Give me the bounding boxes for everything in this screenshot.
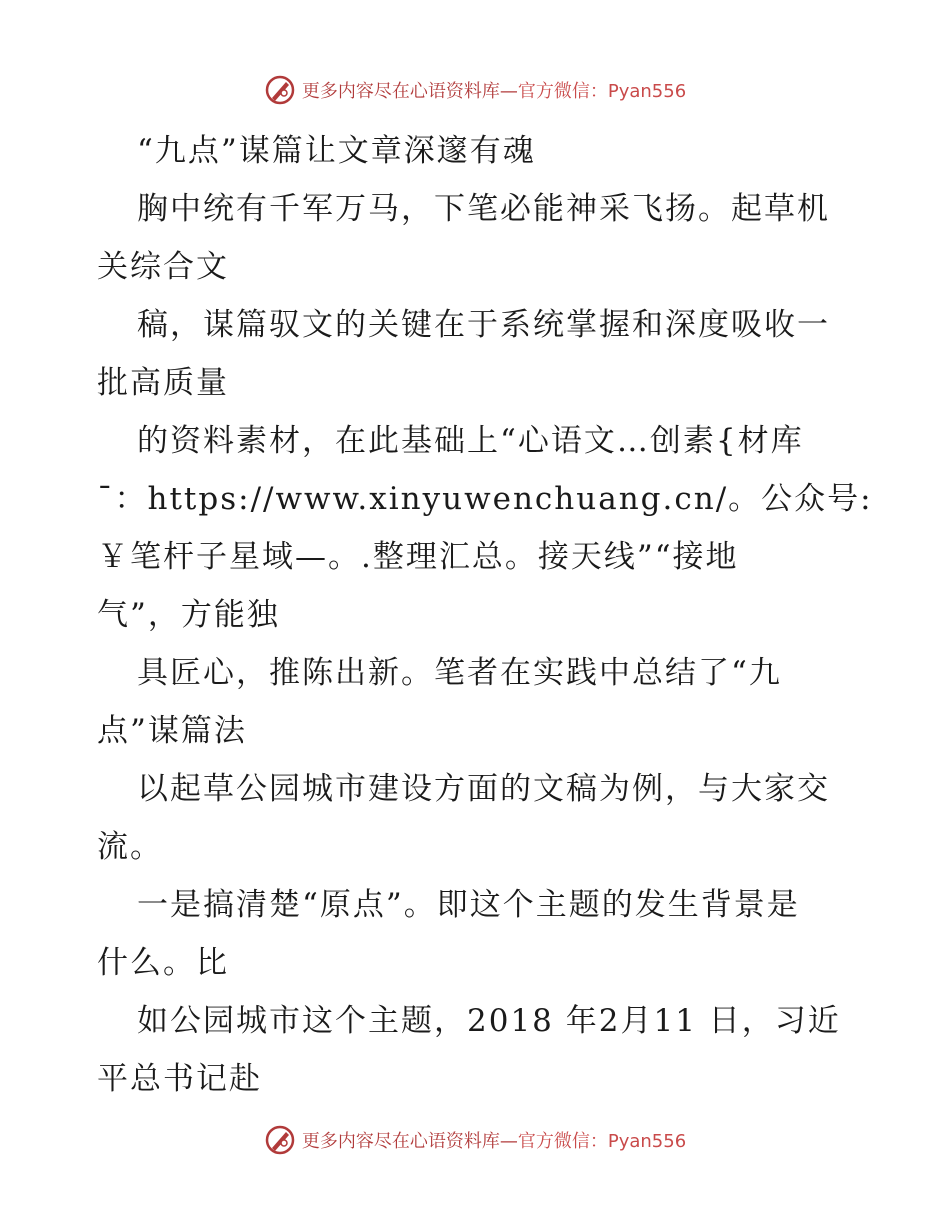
- document-body: [97, 122, 877, 1108]
- text-line: 点”谋篇法: [97, 713, 247, 749]
- doc-title: “九点”谋篇让文章深邃有魂: [137, 133, 536, 169]
- banner-text: 更多内容尽在心语资料库—: [301, 1131, 518, 1152]
- text-line: 批高质量: [97, 365, 229, 401]
- text-line: ￥笔杆子星域—。.整理汇总。接天线”“接地: [97, 539, 739, 575]
- text-line: 一是搞清楚“原点”。即这个主题的发生背景是: [137, 887, 800, 923]
- text-line: 稿，谋篇驭文的关键在于系统掌握和深度吸收一: [137, 307, 830, 343]
- text-line: 的资料素材，在此基础上“心语文…创素{材库: [137, 423, 804, 459]
- text-line: 流。: [97, 829, 163, 865]
- banner-wechat: 官方微信：Pyan556: [517, 1131, 687, 1152]
- text-line: 具匠心，推陈出新。笔者在实践中总结了“九: [137, 655, 782, 691]
- text-line: 以起草公园城市建设方面的文稿为例，与大家交: [137, 771, 830, 807]
- banner-wechat: 官方微信：Pyan556: [517, 81, 687, 102]
- pen-logo-icon: [264, 74, 296, 106]
- text-line: 气”，方能独: [97, 597, 280, 633]
- pen-logo-icon: [264, 1124, 296, 1156]
- footer-banner: [0, 1120, 950, 1160]
- text-line: 平总书记赴: [97, 1061, 262, 1097]
- banner-text: 更多内容尽在心语资料库—: [301, 81, 518, 102]
- header-banner: [0, 70, 950, 110]
- text-line: ˉ：https://www.xinyuwenchuang.cn/。公众号:: [97, 481, 873, 517]
- text-line: 关综合文: [97, 249, 229, 285]
- text-line: 如公园城市这个主题，2018 年2月11 日，习近: [137, 1003, 841, 1039]
- text-line: 胸中统有千军万马，下笔必能神采飞扬。起草机: [137, 191, 830, 227]
- text-line: 什么。比: [97, 945, 229, 981]
